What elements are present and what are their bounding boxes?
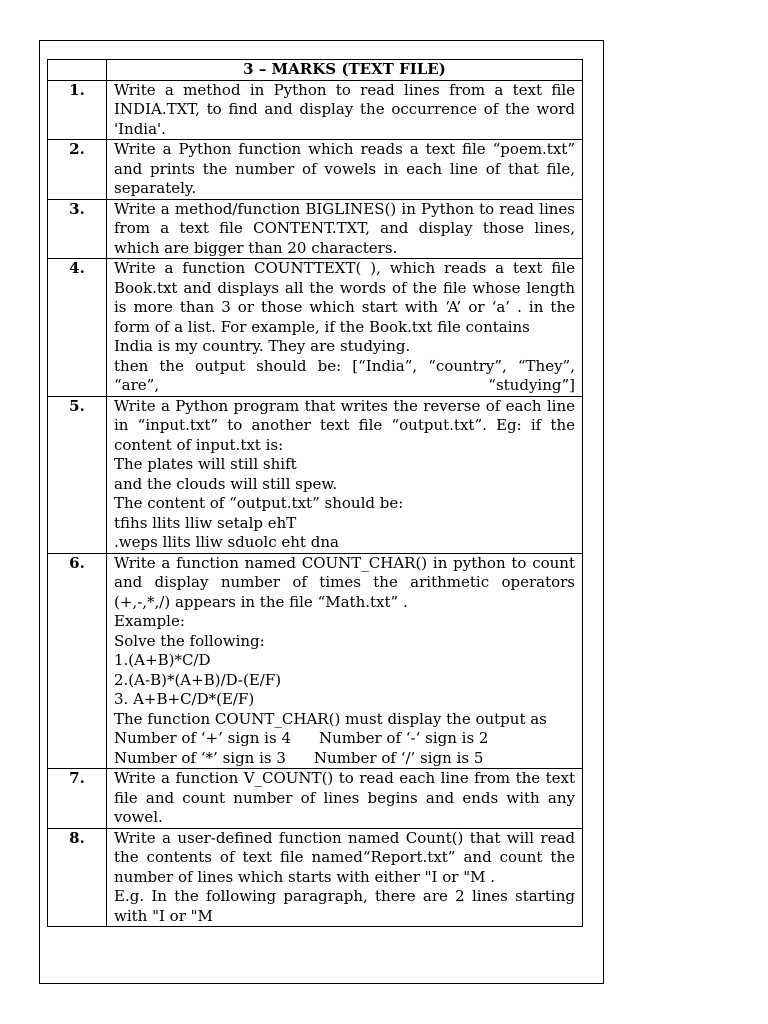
example-line: 3. A+B+C/D*(E/F) [114, 690, 255, 708]
example-line: India is my country. They are studying. [114, 337, 411, 355]
table-row [48, 553, 583, 769]
count-line [114, 729, 575, 749]
question-number: 3. [48, 199, 107, 259]
count-text: Number of ‘*’ sign is 3 [114, 748, 286, 767]
count-text: Number of ‘+’ sign is 4 [114, 729, 291, 747]
output-intro: The function COUNT_CHAR() must display the output as [114, 709, 547, 728]
question-text: Write a Python program that writes the reverse of each line in “input.txt” to another text file “output.txt”. Eg: if the content of input.txt is: [114, 396, 575, 454]
question-number: 4. [48, 259, 107, 397]
question-cell [107, 259, 583, 397]
question-text: Write a method in Python to read lines from a text file INDIA.TXT, to find and display the occurrence of the word 'India'. [107, 80, 583, 140]
question-text: Write a method/function BIGLINES() in Python to read lines from a text file CONTENT.TXT, and display those lines, which are bigger than 20 characters. [107, 199, 583, 259]
input-line: The plates will still shift [114, 455, 297, 473]
questions-table [47, 59, 583, 927]
example-label: Example: [114, 612, 185, 630]
output-label: The content of “output.txt” should be: [114, 494, 404, 512]
question-cell [107, 828, 583, 927]
input-line: and the clouds will still spew. [114, 474, 338, 493]
question-number: 5. [48, 396, 107, 553]
question-cell [107, 553, 583, 769]
count-text: Number of ‘/’ sign is 5 [313, 748, 484, 767]
question-text: Write a Python function which reads a text file “poem.txt” and prints the number of vowels in each line of that file, separately. [107, 140, 583, 200]
question-text: Write a function V_COUNT() to read each line from the text file and count number of lines begins and ends with any vowel. [107, 769, 583, 829]
table-title: 3 – MARKS (TEXT FILE) [107, 60, 583, 81]
table-row [48, 769, 583, 829]
table-row [48, 396, 583, 553]
question-text: Write a function named COUNT_CHAR() in python to count and display number of times the arithmetic operators (+,-,*,/) appears in the file “Math.txt” . [114, 553, 575, 611]
question-cell [107, 396, 583, 553]
question-text: Write a user-defined function named Count() that will read the contents of text file named“Report.txt” and count the number of lines which starts with either "I or "M . [114, 828, 575, 886]
table-row [48, 828, 583, 927]
header-row [48, 60, 583, 81]
count-text: Number of ‘-‘ sign is 2 [318, 729, 489, 747]
example-line: 1.(A+B)*C/D [114, 651, 211, 669]
output-line: tfihs llits lliw setalp ehT [114, 513, 297, 532]
table-row [48, 140, 583, 200]
example-line: E.g. In the following paragraph, there are 2 lines starting with "I or "M [114, 887, 575, 925]
question-number: 7. [48, 769, 107, 829]
question-number: 6. [48, 553, 107, 769]
example-line: 2.(A-B)*(A+B)/D-(E/F) [114, 670, 282, 689]
header-number-cell [48, 60, 107, 81]
question-number: 8. [48, 828, 107, 927]
output-line: .weps llits lliw sduolc eht dna [114, 533, 339, 551]
example-intro: Solve the following: [114, 631, 265, 650]
table-row [48, 259, 583, 397]
table-row [48, 80, 583, 140]
output-line: then the output should be: [“India”, “country”, “They”, “are”, “studying”] [114, 356, 575, 394]
table-row [48, 199, 583, 259]
question-number: 1. [48, 80, 107, 140]
count-line [114, 749, 575, 769]
question-text: Write a function COUNTTEXT( ), which reads a text file Book.txt and displays all the words of the file whose length is more than 3 or those which start with ‘A’ or ‘a’ . in the form of a list. For example, if the Book.txt file contains [114, 259, 575, 336]
question-number: 2. [48, 140, 107, 200]
